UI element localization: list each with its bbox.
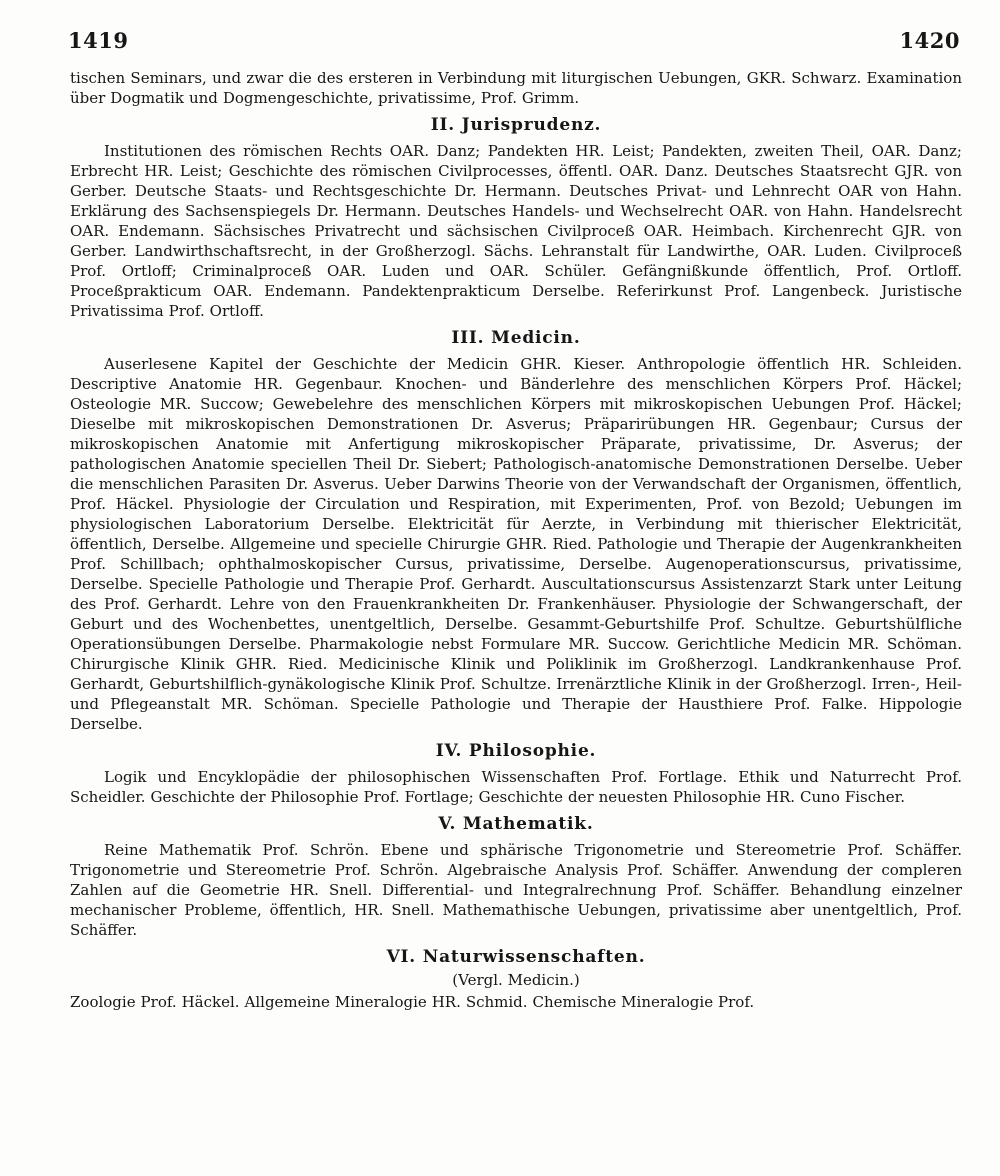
intro-paragraph: tischen Seminars, und zwar die des ersteren in Verbindung mit liturgischen Uebungen, GKR. Schwarz. Examination über Dogmatik und Dogmengeschichte, privatissime, Prof. Grimm. xyxy=(70,69,962,107)
right-page-number: 1420 xyxy=(899,28,960,53)
page-content xyxy=(70,68,962,1012)
section-text-medicin: Auserlesene Kapitel der Geschichte der Medicin GHR. Kieser. Anthropologie öffentlich HR. Schleiden. Descriptive Anatomie HR. Gegenbaur. Knochen- und Bänderlehre des menschlichen Körpers Prof. Häckel; Osteologie MR. Succow; Gewebelehre des menschlichen Körpers mit mikroskopischen Uebungen Prof. Häckel; Dieselbe mit mikroskopischen Demonstrationen Dr. Asverus; Präparirübungen HR. Gegenbaur; Cursus der mikroskopischen Anatomie mit Anfertigung mikroskopischer Präparate, privatissime, Dr. Asverus; der pathologischen Anatomie speciellen Theil Dr. Siebert; Pathologisch-anatomische Demonstrationen Derselbe. Ueber die menschlichen Parasiten Dr. Asverus. Ueber Darwins Theorie von der Verwandschaft der Organismen, öffentlich, Prof. Häckel. Physiologie der Circulation und Respiration, mit Experimenten, Prof. von Bezold; Uebungen im physiologischen Laboratorium Derselbe. Elektricität für Aerzte, in Verbindung mit thierischer Elektricität, öffentlich, Derselbe. Allgemeine und specielle Chirurgie GHR. Ried. Pathologie und Therapie der Augenkrankheiten Prof. Schillbach; ophthalmoskopischer Cursus, privatissime, Derselbe. Augenoperationscursus, privatissime, Derselbe. Specielle Pathologie und Therapie Prof. Gerhardt. Auscultationscursus Assistenzarzt Stark unter Leitung des Prof. Gerhardt. Lehre von den Frauenkrankheiten Dr. Frankenhäuser. Physiologie der Schwangerschaft, der Geburt und des Wochenbettes, unentgeltlich, Derselbe. Gesammt-Geburtshilfe Prof. Schultze. Geburtshülfliche Operationsübungen Derselbe. Pharmakologie nebst Formulare MR. Succow. Gerichtliche Medicin MR. Schöman. Chirurgische Klinik GHR. Ried. Medicinische Klinik und Poliklinik im Großherzogl. Landkrankenhause Prof. Gerhardt, Geburtshilflich-gynäkologische Klinik Prof. Schultze. Irrenärztliche Klinik in der Großherzogl. Irren-, Heil- und Pflegeanstalt MR. Schöman. Specielle Pathologie und Therapie der Hausthiere Prof. Falke. Hippologie Derselbe. xyxy=(70,355,962,733)
section-subheading-naturwissenschaften: (Vergl. Medicin.) xyxy=(452,971,580,989)
section-medicin xyxy=(70,328,962,734)
section-text-philosophie: Logik und Encyklopädie der philosophischen Wissenschaften Prof. Fortlage. Ethik und Naturrecht Prof. Scheidler. Geschichte der Philosophie Prof. Fortlage; Geschichte der neuesten Philosophie HR. Cuno Fischer. xyxy=(70,768,962,806)
section-heading-mathematik: V. Mathematik. xyxy=(438,814,594,834)
section-text-mathematik: Reine Mathematik Prof. Schrön. Ebene und sphärische Trigonometrie und Stereometrie Prof. Schäffer. Trigonometrie und Stereometrie Prof. Schrön. Algebraische Analysis Prof. Schäffer. Anwendung der compleren Zahlen auf die Geometrie HR. Snell. Differential- und Integralrechnung Prof. Schäffer. Behandlung einzelner mechanischer Probleme, öffentlich, HR. Snell. Mathemathische Uebungen, privatissime aber unentgeltlich, Prof. Schäffer. xyxy=(70,841,962,939)
section-heading-naturwissenschaften: VI. Naturwissenschaften. xyxy=(386,947,646,967)
section-text-naturwissenschaften: Zoologie Prof. Häckel. Allgemeine Mineralogie HR. Schmid. Chemische Mineralogie Prof. xyxy=(70,993,755,1011)
section-text-jurisprudenz: Institutionen des römischen Rechts OAR. Danz; Pandekten HR. Leist; Pandekten, zweiten Theil, OAR. Danz; Erbrecht HR. Leist; Geschichte des römischen Civilprocesses, öffentl. OAR. Danz. Deutsches Staatsrecht GJR. von Gerber. Deutsche Staats- und Rechtsgeschichte Dr. Hermann. Deutsches Privat- und Lehnrecht OAR von Hahn. Erklärung des Sachsenspiegels Dr. Hermann. Deutsches Handels- und Wechselrecht OAR. von Hahn. Handelsrecht OAR. Endemann. Sächsisches Privatrecht und sächsischen Civilproceß OAR. Heimbach. Kirchenrecht GJR. von Gerber. Landwirthschaftsrecht, in der Großherzogl. Sächs. Lehranstalt für Landwirthe, OAR. Luden. Civilproceß Prof. Ortloff; Criminalproceß OAR. Luden und OAR. Schüler. Gefängnißkunde öffentlich, Prof. Ortloff. Proceßprakticum OAR. Endemann. Pandektenprakticum Derselbe. Referirkunst Prof. Langenbeck. Juristische Privatissima Prof. Ortloff. xyxy=(70,142,962,320)
section-philosophie xyxy=(70,741,962,807)
section-jurisprudenz xyxy=(70,115,962,321)
section-mathematik xyxy=(70,814,962,940)
left-page-number: 1419 xyxy=(68,28,129,53)
section-heading-jurisprudenz: II. Jurisprudenz. xyxy=(430,115,602,135)
section-heading-philosophie: IV. Philosophie. xyxy=(435,741,597,761)
section-heading-medicin: III. Medicin. xyxy=(451,328,581,348)
section-naturwissenschaften xyxy=(70,947,962,1012)
